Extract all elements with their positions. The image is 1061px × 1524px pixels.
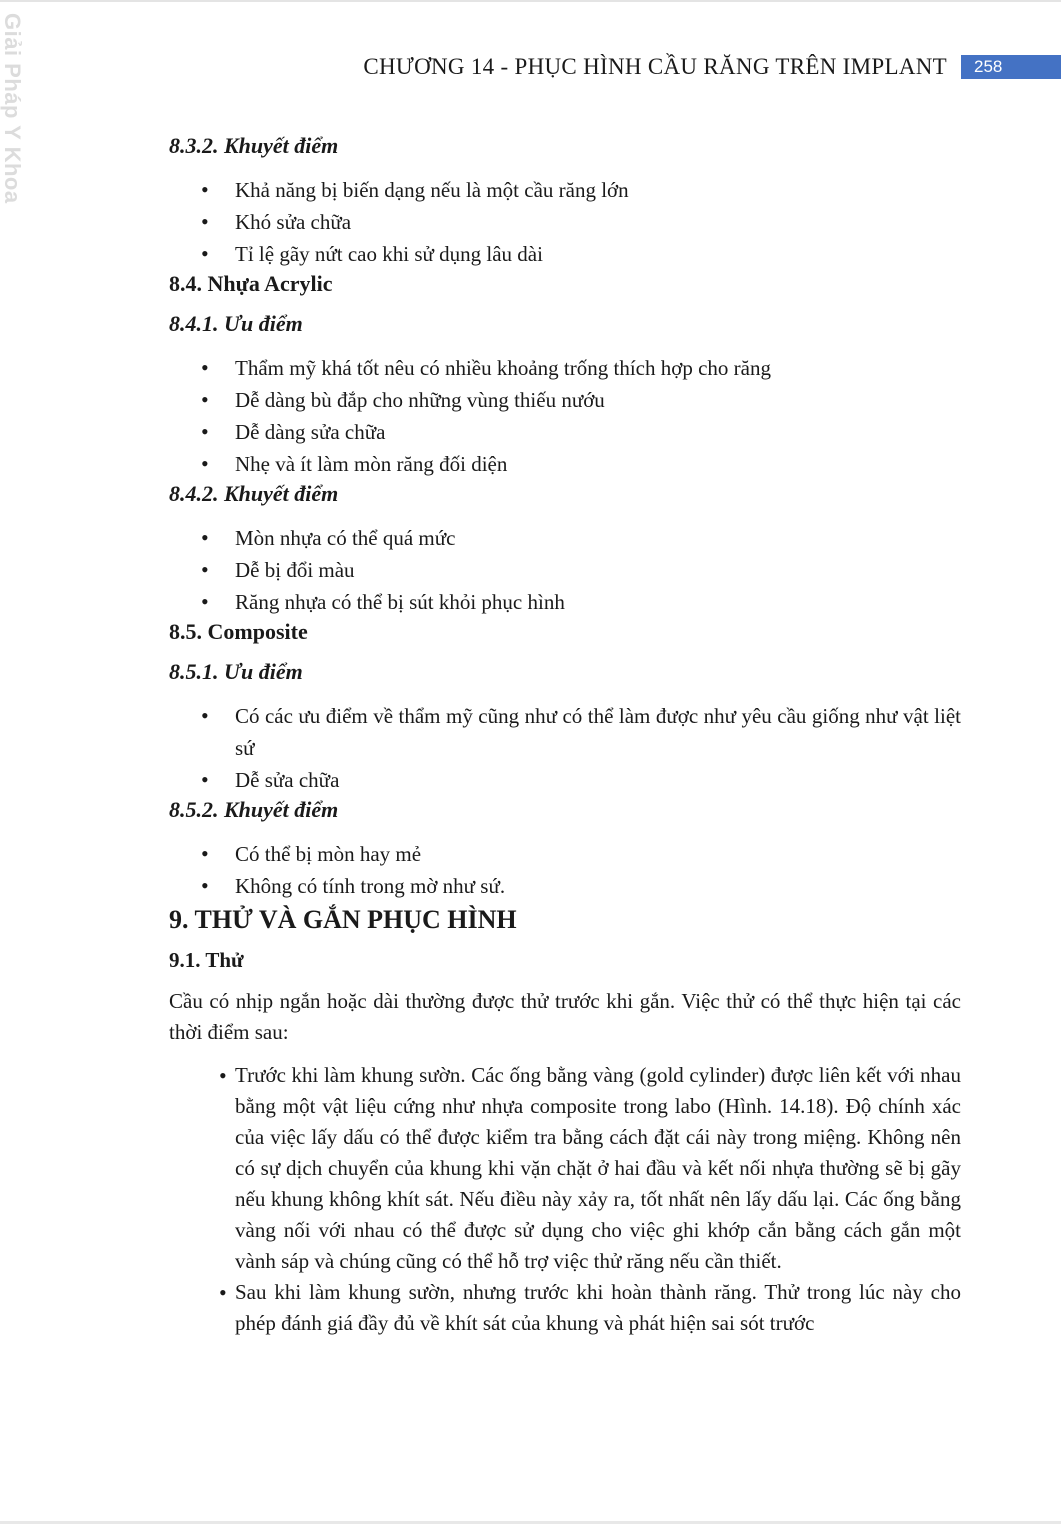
page-number-badge: 258: [961, 55, 1061, 79]
list-8-4-1: [169, 352, 961, 480]
heading-8-3-2: 8.3.2. Khuyết điểm: [169, 133, 339, 158]
list-item: • Có thể bị mòn hay mẻ: [169, 838, 961, 870]
list-item: • Tỉ lệ gãy nứt cao khi sử dụng lâu dài: [169, 238, 961, 270]
list-8-4-2: [169, 522, 961, 618]
list-item: • Răng nhựa có thể bị sút khỏi phục hình: [169, 586, 961, 618]
list-item: • Có các ưu điểm về thẩm mỹ cũng như có thể làm được như yêu cầu giống như vật liệt sứ: [169, 700, 961, 764]
list-item: • Không có tính trong mờ như sứ.: [169, 870, 961, 902]
list-item: • Nhẹ và ít làm mòn răng đối diện: [169, 448, 961, 480]
heading-9-1: 9.1. Thử: [169, 948, 244, 972]
list-item: • Dễ sửa chữa: [169, 764, 961, 796]
page-header: [363, 52, 1061, 82]
list-item: • Sau khi làm khung sườn, nhưng trước khi hoàn thành răng. Thử trong lúc này cho phép đánh giá đầy đủ về khít sát của khung và phát hiện sai sót trước: [169, 1277, 961, 1339]
heading-8-4-1: 8.4.1. Ưu điểm: [169, 311, 303, 336]
watermark: Giải Pháp Y Khoa: [0, 13, 25, 204]
list-8-5-1: [169, 700, 961, 796]
list-9-1: [169, 1060, 961, 1339]
list-item: • Mòn nhựa có thể quá mức: [169, 522, 961, 554]
list-item: • Dễ dàng sửa chữa: [169, 416, 961, 448]
list-item: • Trước khi làm khung sườn. Các ống bằng vàng (gold cylinder) được liên kết với nhau bằng một vật liệu cứng như nhựa composite trong labo (Hình. 14.18). Độ chính xác của việc lấy dấu có thể được kiểm tra bằng cách đặt cái này trong miệng. Không nên có sự dịch chuyển của khung khi vặn chặt ở hai đầu và kết nối nhựa thường sẽ bị gãy nếu khung không khít sát. Nếu điều này xảy ra, tốt nhất nên lấy dấu lại. Các ống bằng vàng nối với nhau có thể được sử dụng cho việc ghi khớp cắn bằng cách gắn một vành sáp và chúng cũng có thể hỗ trợ việc thử răng nếu cần thiết.: [169, 1060, 961, 1277]
heading-8-5-2: 8.5.2. Khuyết điểm: [169, 797, 339, 822]
list-item: • Dễ dàng bù đắp cho những vùng thiếu nướu: [169, 384, 961, 416]
heading-8-4: 8.4. Nhựa Acrylic: [169, 271, 333, 296]
heading-8-5: 8.5. Composite: [169, 619, 308, 644]
list-item: • Dễ bị đổi màu: [169, 554, 961, 586]
list-item: • Khó sửa chữa: [169, 206, 961, 238]
list-8-3-2: [169, 174, 961, 270]
list-8-5-2: [169, 838, 961, 902]
heading-8-4-2: 8.4.2. Khuyết điểm: [169, 481, 339, 506]
chapter-title: CHƯƠNG 14 - PHỤC HÌNH CẦU RĂNG TRÊN IMPLANT: [363, 54, 947, 79]
document-body: [169, 130, 961, 1339]
paragraph-intro: Cầu có nhịp ngắn hoặc dài thường được thử trước khi gắn. Việc thử có thể thực hiện tại các thời điểm sau:: [169, 989, 961, 1044]
heading-9: 9. THỬ VÀ GẮN PHỤC HÌNH: [169, 905, 517, 934]
list-item: • Thẩm mỹ khá tốt nêu có nhiều khoảng trống thích hợp cho răng: [169, 352, 961, 384]
heading-8-5-1: 8.5.1. Ưu điểm: [169, 659, 303, 684]
list-item: • Khả năng bị biến dạng nếu là một cầu răng lớn: [169, 174, 961, 206]
